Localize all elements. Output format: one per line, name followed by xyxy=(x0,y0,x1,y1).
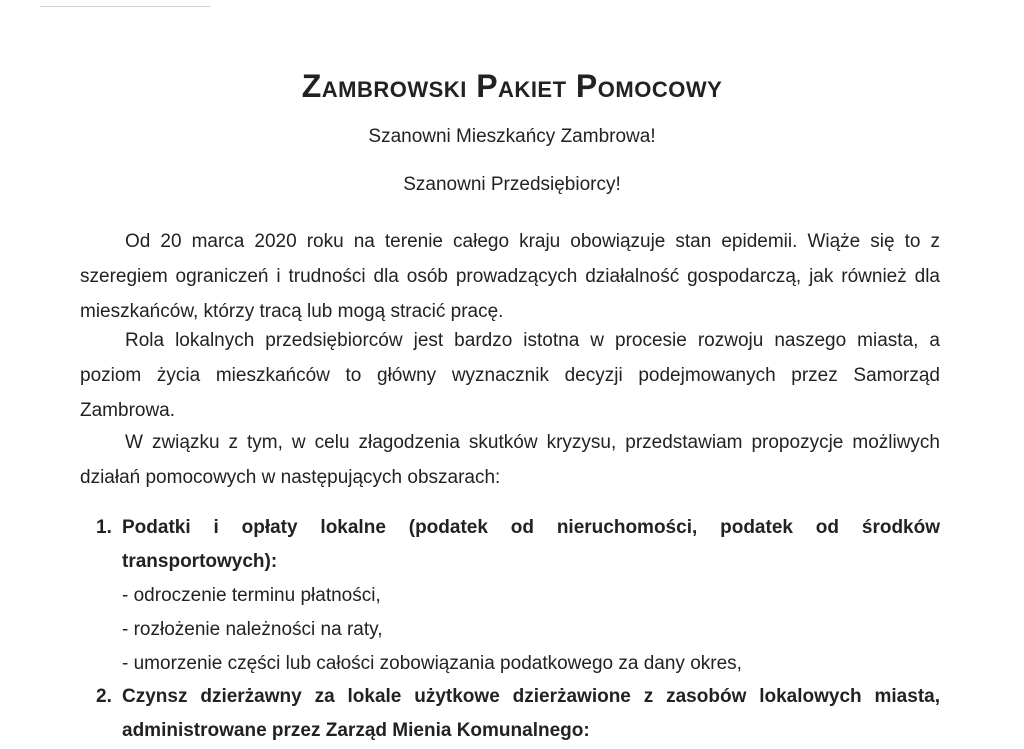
list-item-taxes xyxy=(80,511,940,681)
list-item-heading xyxy=(80,680,940,748)
list-subitem: - odroczenie terminu płatności, xyxy=(122,585,381,606)
paragraph-role: Rola lokalnych przedsiębiorców jest bardzo istotna w procesie rozwoju naszego miasta, a poziom życia mieszkańców to główny wyznacznik decyzji podejmowanych przez Samorząd Zambrowa. xyxy=(80,330,940,421)
list-subitem: - rozłożenie należności na raty, xyxy=(122,619,383,640)
list-item-heading-text: Podatki i opłaty lokalne (podatek od nieruchomości, podatek od środków transportowych): xyxy=(122,517,940,572)
greeting-residents: Szanowni Mieszkańcy Zambrowa! xyxy=(368,126,656,147)
list-subitem: - umorzenie części lub całości zobowiązania podatkowego za dany okres, xyxy=(122,653,742,674)
list-item-rent xyxy=(80,680,940,748)
list-item-heading-text: Czynsz dzierżawny za lokale użytkowe dzierżawione z zasobów lokalowych miasta, administrowane przez Zarząd Mienia Komunalnego: xyxy=(122,686,940,741)
greeting-entrepreneurs: Szanowni Przedsiębiorcy! xyxy=(403,174,621,195)
list-item-number: 2. xyxy=(96,686,112,707)
document-title: Zambrowski Pakiet Pomocowy xyxy=(301,68,723,104)
list-item-heading xyxy=(80,511,940,579)
list-item-number: 1. xyxy=(96,517,112,538)
paragraph-epidemic: Od 20 marca 2020 roku na terenie całego kraju obowiązuje stan epidemii. Wiąże się to z szeregiem ograniczeń i trudności dla osób prowadzących działalność gospodarczą, jak również dla mieszkańców, którzy tracą lub mogą stracić pracę. xyxy=(80,231,940,322)
paragraph-proposal: W związku z tym, w celu złagodzenia skutków kryzysu, przedstawiam propozycje możliwych działań pomocowych w następujących obszarach: xyxy=(80,432,940,488)
